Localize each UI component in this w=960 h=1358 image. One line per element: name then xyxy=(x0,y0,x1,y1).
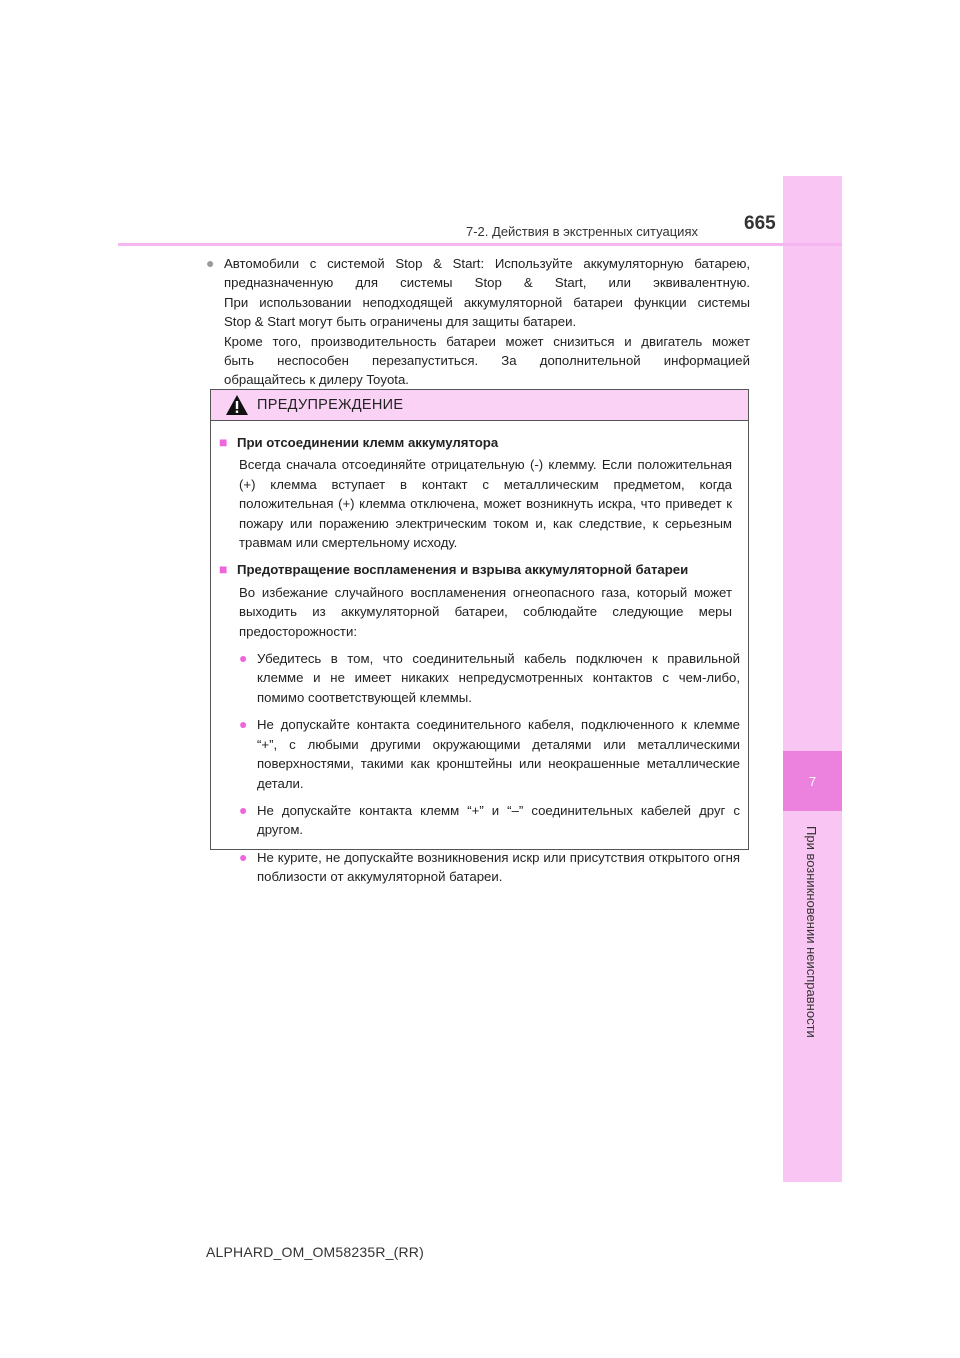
pink-bullet-icon: ● xyxy=(239,716,248,733)
intro-line: Автомобили с системой Stop & Start: Используйте аккумуляторную батарею, xyxy=(224,256,750,271)
intro-line: предназначенную для системы Stop & Start, или эквивалентную. xyxy=(224,275,750,291)
grey-bullet-icon: ● xyxy=(206,255,215,271)
warning-bullet-item xyxy=(239,715,740,793)
bullet-text: Убедитесь в том, что соединительный кабель подключен к правильной клемме и не имеет никаких непредусмотренных контактов с чем-либо, помимо соответствующей клеммы. xyxy=(257,651,740,705)
bullet-text: Не допускайте контакта клемм “+” и “–” соединительных кабелей друг с другом. xyxy=(257,802,740,838)
intro-line: Кроме того, производительность батареи может снизиться и двигатель может xyxy=(224,333,750,349)
intro-paragraph xyxy=(206,254,750,390)
bullet-text: Не допускайте контакта соединительного кабеля, подключенного к клемме “+”, с любыми другими окружающими деталями или металлическими поверхностями, такими как кронштейны или неокрашенные металлические детали. xyxy=(257,717,740,791)
chapter-title: При возникновении неисправности xyxy=(804,826,819,1038)
document-code: ALPHARD_OM_OM58235R_(RR) xyxy=(206,1244,424,1260)
warning-bullet-item xyxy=(239,649,740,707)
square-bullet-icon: ■ xyxy=(219,434,228,450)
pink-bullet-icon: ● xyxy=(239,848,248,865)
warning-subheading xyxy=(219,433,740,452)
warning-body xyxy=(211,421,748,887)
intro-line: быть неспособен перезапуститься. За дополнительной информацией xyxy=(224,353,750,369)
warning-box xyxy=(210,389,749,885)
warning-paragraph: Во избежание случайного воспламенения огнеопасного газа, который может выходить из аккумуляторной батареи, соблюдайте следующие меры предосторожности: xyxy=(239,584,732,639)
pink-bullet-icon: ● xyxy=(239,650,248,667)
warning-title: ПРЕДУПРЕЖДЕНИЕ xyxy=(257,397,404,413)
warning-bullet-item xyxy=(239,801,740,840)
warning-subheading xyxy=(219,560,740,579)
intro-line: При использовании неподходящей аккумуляторной батареи функции системы xyxy=(224,294,750,310)
subheading-text: Предотвращение воспламенения и взрыва аккумуляторной батареи xyxy=(237,562,689,578)
square-bullet-icon: ■ xyxy=(219,561,228,578)
section-title: 7-2. Действия в экстренных ситуациях xyxy=(466,224,698,239)
bullet-text: Не курите, не допускайте возникновения искр или присутствия открытого огня поблизости от аккумуляторной батареи. xyxy=(257,849,740,885)
pink-bullet-icon: ● xyxy=(239,801,248,818)
warning-triangle-icon xyxy=(225,394,249,416)
warning-header xyxy=(211,390,748,421)
intro-line: обращайтесь к дилеру Toyota. xyxy=(224,372,409,388)
chapter-sidebar xyxy=(783,176,842,1182)
intro-line: Stop & Start могут быть ограничены для защиты батареи. xyxy=(224,314,577,330)
warning-paragraph: Всегда сначала отсоединяйте отрицательную (-) клемму. Если положительная (+) клемма вступает в контакт с металлическим предметом, когда положительная (+) клемма отключена, может возникнуть искра, что приведет к пожару или поражению электрическим током и, как следствие, к серьезным травмам или смертельному исходу. xyxy=(239,457,732,551)
page-number: 665 xyxy=(744,213,776,234)
chapter-tab[interactable] xyxy=(783,751,842,811)
warning-bullet-item xyxy=(239,848,740,887)
chapter-number: 7 xyxy=(808,773,817,789)
subheading-text: При отсоединении клемм аккумулятора xyxy=(237,435,499,450)
header-divider xyxy=(118,243,842,246)
